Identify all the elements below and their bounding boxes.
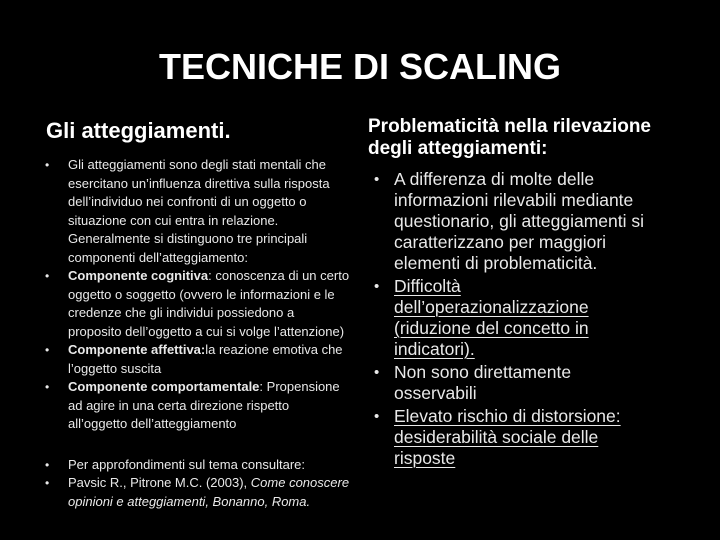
- bullet-icon: •: [45, 457, 50, 472]
- bullet-item-not-observable: [368, 362, 650, 404]
- bullet-text: Non sono direttamente osservabili: [394, 362, 572, 403]
- text-segment: Pavsic R., Pitrone M.C. (2003),: [68, 475, 251, 491]
- bullet-icon: •: [374, 278, 380, 295]
- text-segment: : conoscenza di un certo oggetto o soggetto (ovvero le informazioni e le credenze che gli individui possiedono a proposito dell’oggetto a cui si volge l’attenzione): [68, 268, 350, 339]
- bullet-icon: •: [45, 158, 50, 173]
- bullet-icon: •: [45, 380, 50, 395]
- bullet-icon: •: [374, 171, 380, 188]
- bullet-item-distortion-risk: [368, 406, 650, 469]
- bullet-icon: •: [45, 343, 50, 358]
- bullet-text: [68, 268, 349, 339]
- bullet-icon: •: [374, 364, 380, 381]
- bullet-text: [68, 475, 349, 509]
- right-column: [368, 116, 668, 471]
- bullet-text: Gli atteggiamenti sono degli stati mentali che esercitano un’influenza direttiva sulla risposta dell’individuo nei confronti di un oggetto o situazione con cui entra in relazione. Generalmente si distinguono tre principali componenti dell’atteggiamento:: [68, 157, 330, 265]
- bullet-item-cognitive-component: [40, 267, 350, 341]
- bullet-text: [68, 342, 343, 376]
- bullet-text: Difficoltà dell’operazionalizzazione (riduzione del concetto in indicatori).: [394, 276, 589, 359]
- bullet-text: A differenza di molte delle informazioni rilevabili mediante questionario, gli atteggiamenti si caratterizzano per maggiori elementi di problematicità.: [394, 169, 645, 273]
- bullet-icon: •: [45, 269, 50, 284]
- right-bullet-list: [368, 169, 668, 469]
- bullet-item-problematicity: [368, 169, 650, 274]
- text-segment: la reazione emotiva che l’oggetto suscita: [68, 342, 343, 376]
- bullet-text: Per approfondimenti sul tema consultare:: [68, 456, 306, 472]
- slide-title: TECNICHE DI SCALING: [158, 46, 561, 87]
- left-bullet-list: [40, 156, 352, 511]
- left-column: [40, 118, 352, 511]
- bullet-item-further-reading: [40, 456, 350, 475]
- bullet-icon: •: [45, 476, 50, 491]
- bullet-item-attitudes-definition: [40, 156, 350, 267]
- bold-segment: Componente affettiva:: [68, 342, 206, 358]
- text-segment: : Propensione ad agire in una certa direzione rispetto all’oggetto dell’atteggiamento: [68, 379, 340, 432]
- right-heading: Problematicità nella rilevazione degli atteggiamenti:: [368, 116, 651, 159]
- bullet-item-reference-citation: [40, 474, 350, 511]
- bullet-item-operationalization-difficulty: [368, 276, 650, 360]
- italic-segment: Come conoscere opinioni e atteggiamenti, Bonanno, Roma.: [68, 475, 350, 509]
- bullet-text: [68, 379, 340, 431]
- bold-segment: Componente cognitiva: [68, 268, 209, 284]
- bullet-item-affective-component: [40, 341, 350, 378]
- bullet-item-behavioral-component: [40, 378, 350, 434]
- bullet-text: Elevato rischio di distorsione: desiderabilità sociale delle risposte: [394, 406, 621, 468]
- bold-segment: Componente comportamentale: [68, 379, 260, 395]
- left-heading: Gli atteggiamenti.: [46, 118, 231, 143]
- bullet-icon: •: [374, 408, 380, 425]
